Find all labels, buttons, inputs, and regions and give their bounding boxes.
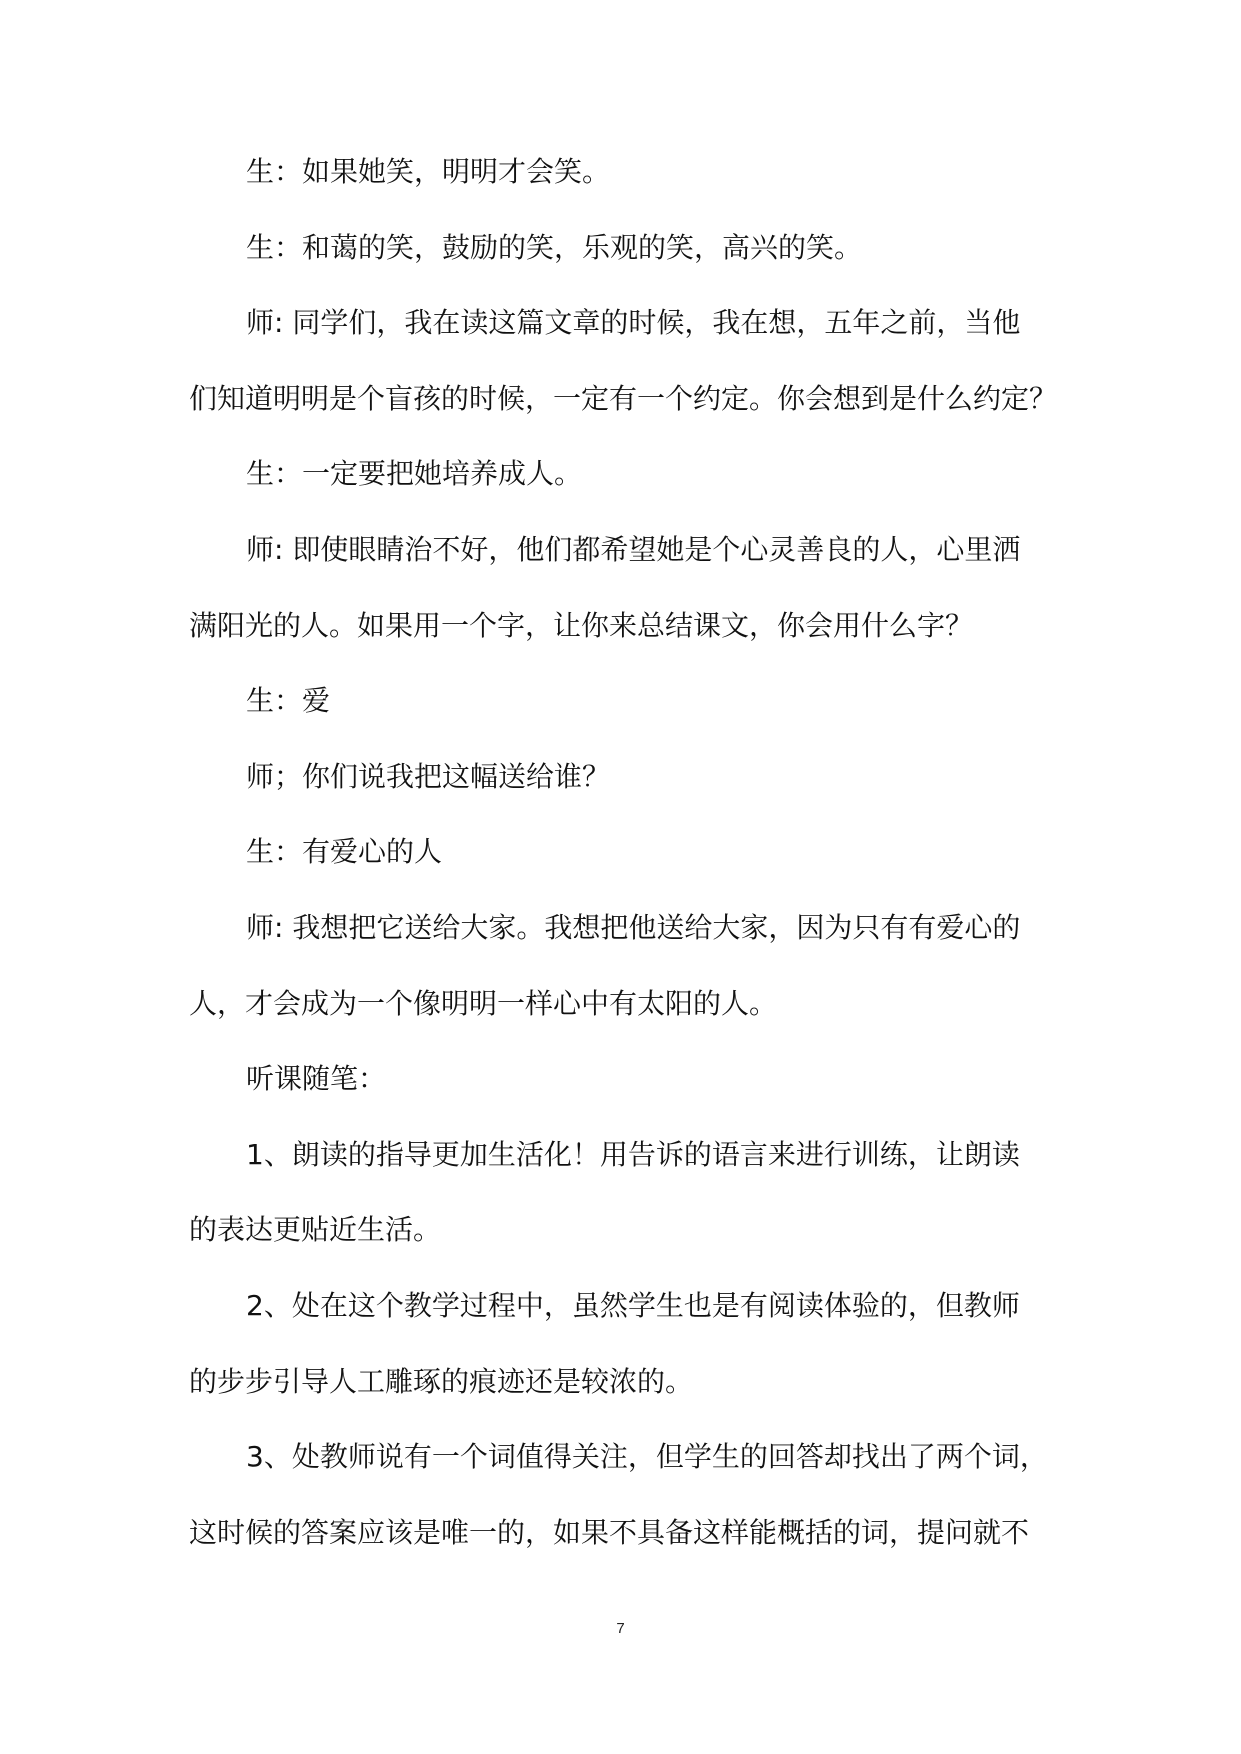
text-line: 满阳光的人。如果用一个字，让你来总结课文，你会用什么字？ — [189, 608, 974, 642]
text-line: 师；你们说我把这幅送给谁？ — [246, 759, 611, 793]
list-item-line: 的步步引导人工雕琢的痕迹还是较浓的。 — [189, 1364, 694, 1398]
text-line: 生：和蔼的笑，鼓励的笑，乐观的笑，高兴的笑。 — [246, 230, 863, 264]
list-item-line: 2、处在这个教学过程中，虽然学生也是有阅读体验的，但教师 — [246, 1288, 1020, 1322]
list-item-line: 1、朗读的指导更加生活化！用告诉的语言来进行训练，让朗读 — [246, 1137, 1020, 1171]
text-line: 师: 即使眼睛治不好，他们都希望她是个心灵善良的人，心里洒 — [246, 532, 1021, 566]
list-item-line: 的表达更贴近生活。 — [189, 1213, 442, 1247]
text-line: 生：如果她笑，明明才会笑。 — [246, 155, 611, 188]
text-line: 师: 同学们，我在读这篇文章的时候，我在想，五年之前，当他 — [246, 306, 1021, 340]
document-body — [189, 142, 1059, 1578]
text-line: 们知道明明是个盲孩的时候，一定有一个约定。你会想到是什么约定？ — [189, 381, 1058, 415]
section-heading: 听课随笔： — [246, 1062, 387, 1096]
text-line: 生：一定要把她培养成人。 — [246, 457, 583, 491]
text-line: 人，才会成为一个像明明一样心中有太阳的人。 — [189, 986, 778, 1020]
text-line: 生：有爱心的人 — [246, 835, 443, 869]
text-line: 师: 我想把它送给大家。我想把他送给大家，因为只有有爱心的 — [246, 910, 1021, 944]
list-item-line: 这时候的答案应该是唯一的，如果不具备这样能概括的词，提问就不 — [189, 1515, 1030, 1549]
text-line: 生：爱 — [246, 684, 331, 718]
page-number: 7 — [616, 1620, 625, 1637]
list-item-line: 3、处教师说有一个词值得关注，但学生的回答却找出了两个词， — [246, 1440, 1048, 1474]
